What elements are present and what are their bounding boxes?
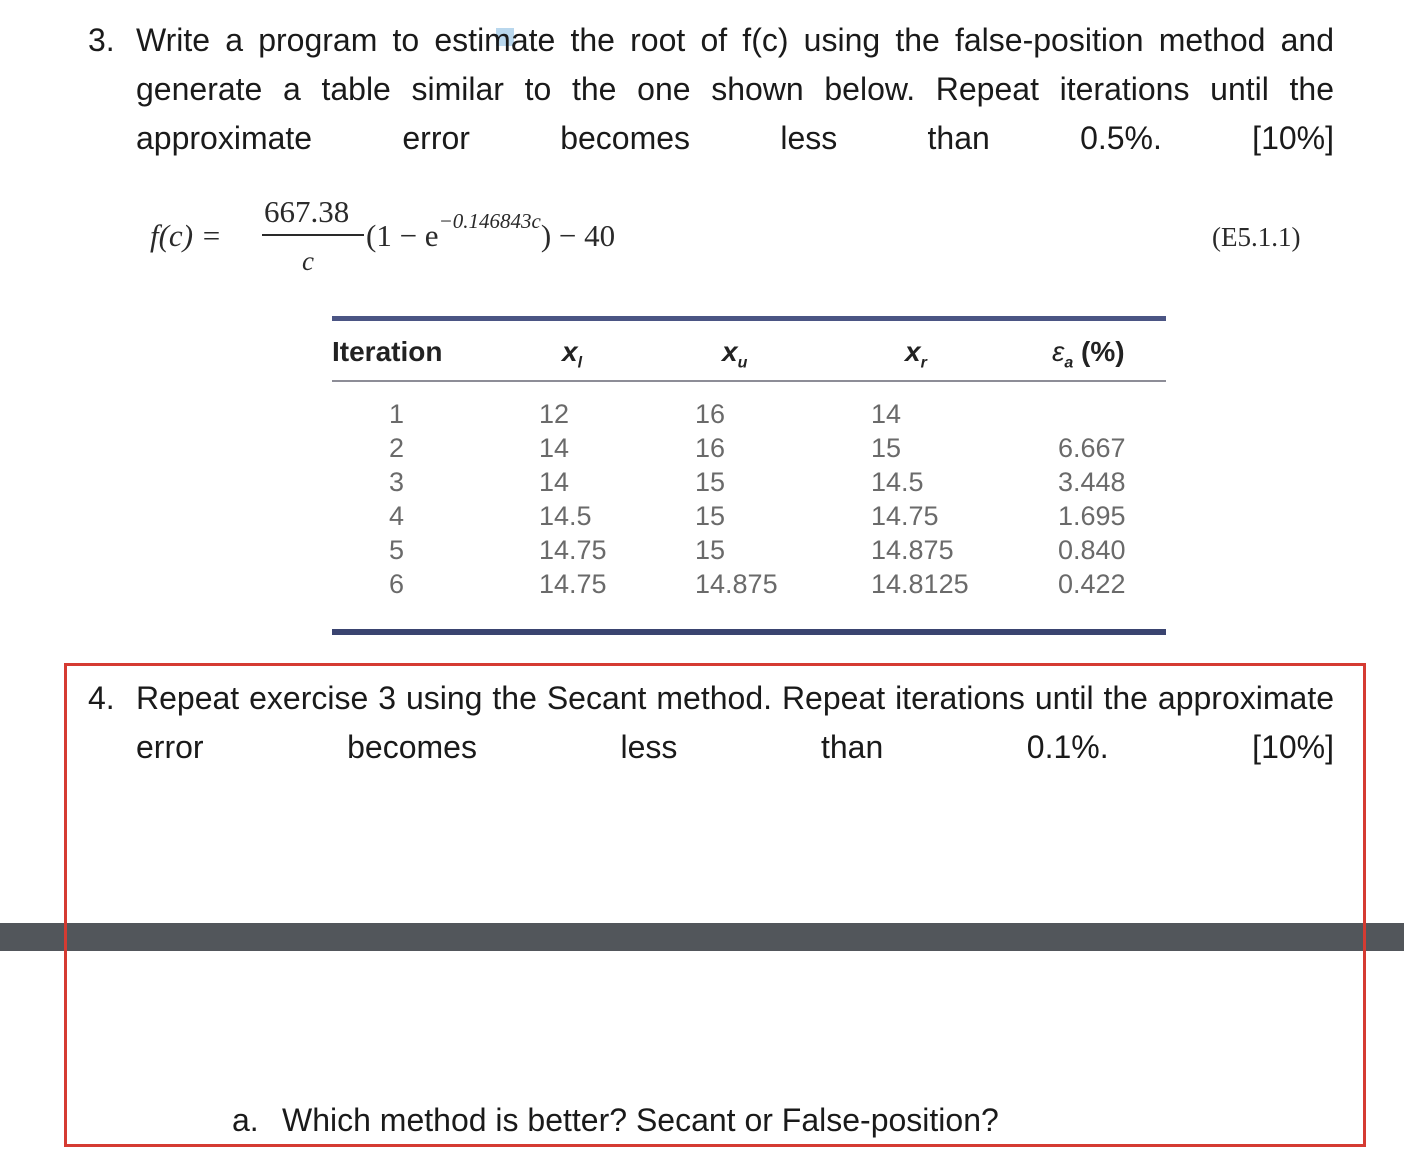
header-xu	[722, 336, 747, 373]
table-cell-xu: 14.875	[695, 569, 778, 599]
table-cell-ea: 1.695	[1058, 501, 1126, 531]
column-ea	[1058, 397, 1126, 601]
table-cell-xu: 15	[695, 467, 726, 497]
table-cell-xu: 16	[695, 433, 726, 463]
table-cell-xl: 14	[539, 467, 570, 497]
table-cell-iteration: 6	[388, 569, 404, 599]
table-cell-xr: 14.75	[871, 501, 939, 531]
table-cell-ea: 0.840	[1058, 535, 1126, 565]
question-3-text: Write a program to estimate the root of f(c) using the false-position method and generate a table similar to the one shown below. Repeat iterations until the approximate error becomes less than 0.5%. [10%]	[136, 22, 1334, 156]
table-cell-xr: 14.8125	[871, 569, 969, 599]
table-cell-ea: 3.448	[1058, 467, 1126, 497]
highlight-box	[64, 663, 1366, 1147]
header-xr	[905, 336, 927, 373]
table-cell-xl: 14.75	[539, 569, 607, 599]
question-4-text: Repeat exercise 3 using the Secant method. Repeat iterations until the approximate error becomes less than 0.1%. [10%]	[136, 680, 1334, 765]
equation-denominator: c	[302, 246, 314, 276]
column-xl	[539, 397, 607, 601]
table-cell-iteration: 5	[388, 535, 404, 565]
header-xr-main: x	[905, 336, 921, 367]
table-header-rule	[332, 380, 1166, 382]
table-cell-xu: 15	[695, 501, 726, 531]
header-ea-main: ε	[1052, 336, 1065, 367]
table-top-rule	[332, 316, 1166, 321]
header-xl	[562, 336, 582, 373]
sub-question-a-label: a.	[232, 1102, 259, 1138]
header-xr-sub: r	[920, 354, 927, 372]
header-iteration: Iteration	[332, 336, 443, 367]
table-cell-iteration: 4	[388, 501, 404, 531]
table-cell-xl: 12	[539, 399, 570, 429]
table-cell-xu: 16	[695, 399, 726, 429]
equation-tail: ) − 40	[540, 218, 616, 253]
table-cell-iteration: 3	[388, 467, 404, 497]
equation-number-label: (E5.1.1)	[1212, 222, 1301, 252]
table-cell-iteration: 2	[388, 433, 404, 463]
equation-expression	[366, 209, 616, 254]
column-xr	[871, 397, 969, 601]
equation-numerator: 667.38	[264, 194, 350, 229]
table-cell-xr: 14.5	[871, 467, 924, 497]
table-cell-ea: 6.667	[1058, 433, 1126, 463]
table-cell-xl: 14	[539, 433, 570, 463]
column-xu	[695, 397, 778, 601]
header-xu-main: x	[722, 336, 738, 367]
header-xl-main: x	[562, 336, 578, 367]
header-xl-sub: l	[577, 354, 583, 372]
table-cell-xl: 14.5	[539, 501, 592, 531]
table-cell-ea: 0.422	[1058, 569, 1126, 599]
header-xu-sub: u	[737, 354, 748, 372]
sub-question-a-text: Which method is better? Secant or False-position?	[282, 1102, 999, 1138]
fraction-bar	[262, 234, 364, 236]
question-3-number: 3.	[88, 22, 115, 58]
equation-paren-open: (1 − e	[366, 218, 439, 253]
header-ea-unit: (%)	[1073, 336, 1125, 367]
table-bottom-rule	[332, 629, 1166, 635]
header-ea-sub: a	[1064, 354, 1074, 372]
table-cell-iteration: 1	[388, 399, 404, 429]
table-cell-xr: 14.875	[871, 535, 954, 565]
table-cell-xl: 14.75	[539, 535, 607, 565]
table-cell-xr: 14	[871, 399, 902, 429]
equation-exponent: −0.146843c	[438, 209, 541, 233]
table-cell-xu: 15	[695, 535, 726, 565]
table-cell-xr: 15	[871, 433, 902, 463]
column-iteration	[386, 397, 404, 601]
header-ea	[1052, 336, 1125, 373]
question-4-number: 4.	[88, 680, 115, 716]
equation-lhs: f(c) =	[150, 218, 222, 253]
